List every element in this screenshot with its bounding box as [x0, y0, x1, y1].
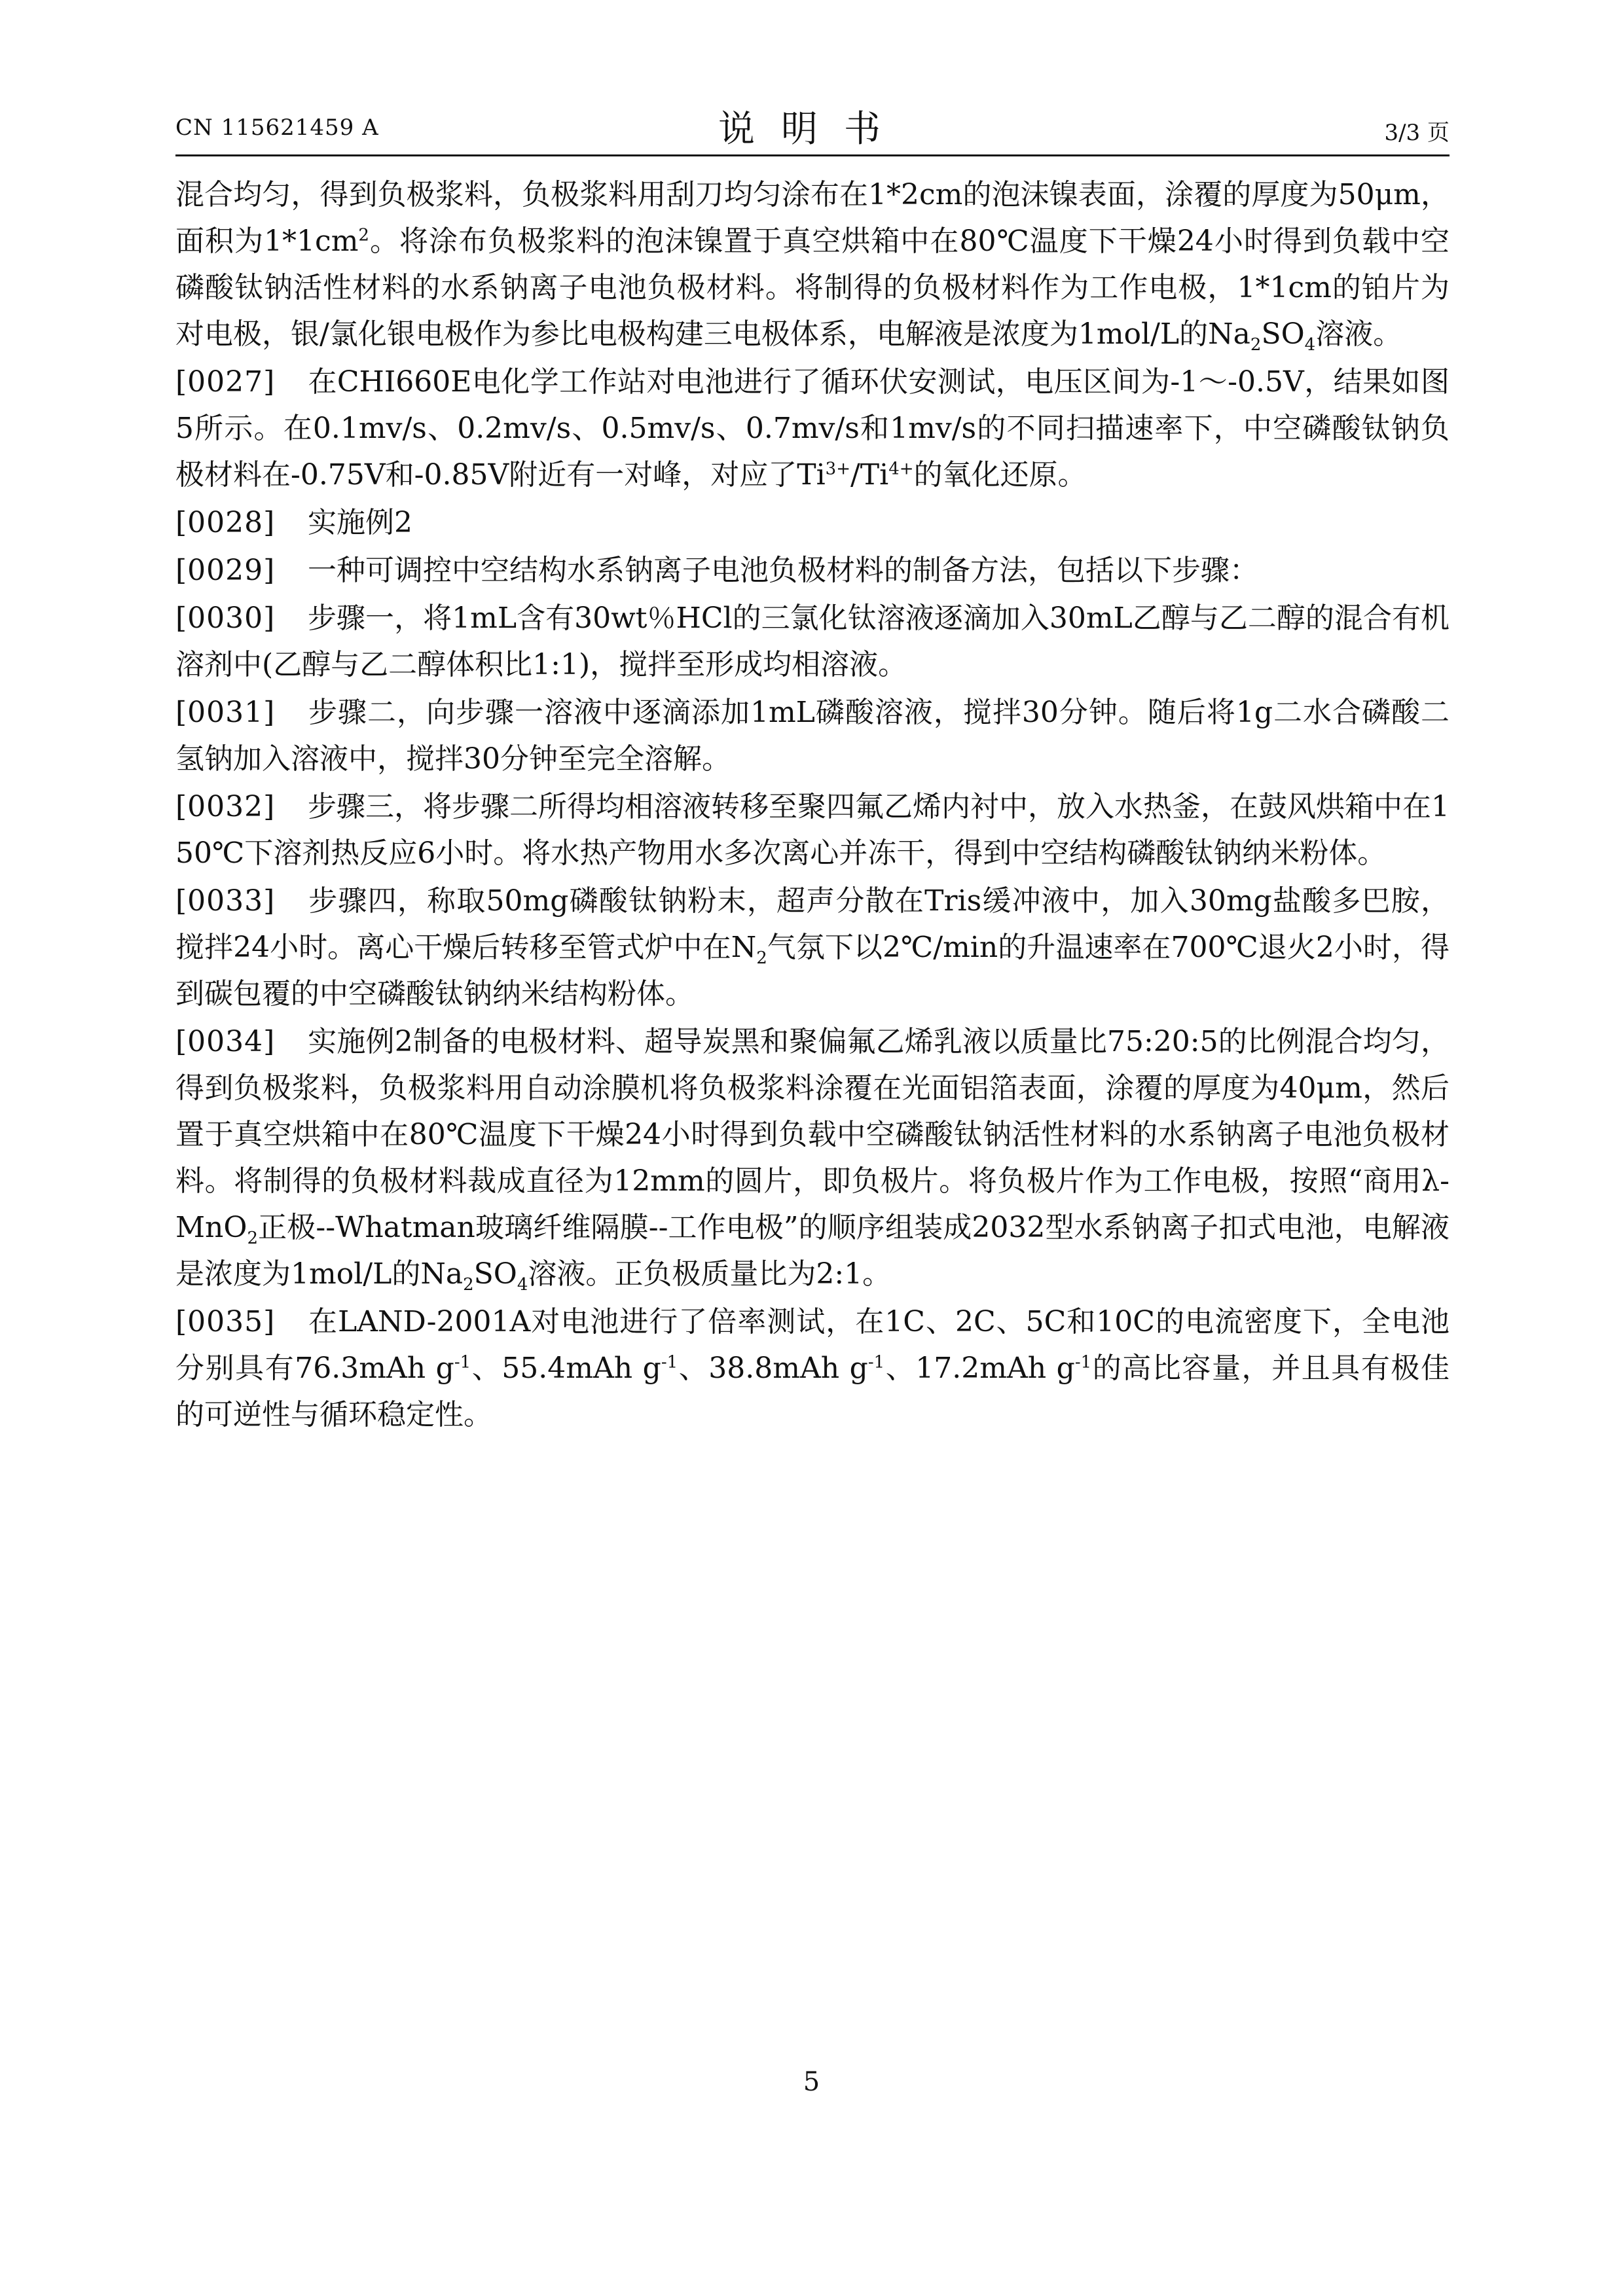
paragraph-number: [0032] [175, 790, 276, 823]
page-indicator: 3/3 页 [1384, 120, 1450, 146]
paragraph-text: 一种可调控中空结构水系钠离子电池负极材料的制备方法，包括以下步骤： [308, 554, 1258, 587]
paragraph [175, 595, 1450, 688]
paragraph-number: [0035] [175, 1305, 276, 1338]
paragraph [175, 359, 1450, 498]
paragraph-text: 实施例2制备的电极材料、超导炭黑和聚偏氟乙烯乳液以质量比75:20:5的比例混合均匀，得到负极浆料，负极浆料用自动涂膜机将负极浆料涂覆在光面铝箔表面，涂覆的厚度为40μm，然后置于真空烘箱中在80℃温度下干燥24小时得到负载中空磷酸钛钠活性材料的水系钠离子电池负极材料。将制得的负极材料裁成直径为12mm的圆片，即负极片。将负极片作为工作电极，按照“商用λ-MnO$_2$正极--Whatman玻璃纤维隔膜--工作电极”的顺序组装成2032型水系钠离子扣式电池，电解液是浓度为1mol/L的$Na_2SO_4$溶液。正负极质量比为2:1。 [175, 1025, 1450, 1295]
paragraph [175, 1018, 1450, 1297]
paragraph-number: [0031] [175, 696, 276, 729]
paragraph-text: 混合均匀，得到负极浆料，负极浆料用刮刀均匀涂布在1*2cm的泡沫镍表面，涂覆的厚度为50μm，面积为$1*1cm^2$。将涂布负极浆料的泡沫镍置于真空烘箱中在80℃温度下干燥24小时得到负载中空磷酸钛钠活性材料的水系钠离子电池负极材料。将制得的负极材料作为工作电极，1*1cm的铂片为对电极，银/氯化银电极作为参比电极构建三电极体系，电解液是浓度为1mol/L的$Na_2SO_4$溶液。 [175, 178, 1450, 355]
paragraph-text: 步骤一，将1mL含有30wt％HCl的三氯化钛溶液逐滴加入30mL乙醇与乙二醇的混合有机溶剂中(乙醇与乙二醇体积比1:1)，搅拌至形成均相溶液。 [175, 601, 1450, 681]
paragraph [175, 689, 1450, 782]
paragraph-number: [0034] [175, 1025, 276, 1058]
paragraph [175, 1299, 1450, 1438]
paragraph-text: 在CHI660E电化学工作站对电池进行了循环伏安测试，电压区间为-1～-0.5V，结果如图5所示。在0.1mv/s、0.2mv/s、0.5mv/s、0.7mv/s和1mv/s的不同扫描速率下，中空磷酸钛钠负极材料在-0.75V和-0.85V附近有一对峰，对应了$Ti^{3+}/Ti^{4+}$的氧化还原。 [175, 365, 1450, 492]
paragraph [175, 171, 1450, 357]
page-header [175, 95, 1450, 154]
paragraph-text: 步骤二，向步骤一溶液中逐滴添加1mL磷酸溶液，搅拌30分钟。随后将1g二水合磷酸二氢钠加入溶液中，搅拌30分钟至完全溶解。 [175, 696, 1450, 776]
paragraph [175, 499, 1450, 546]
paragraph-number: [0027] [175, 365, 276, 399]
paragraph [175, 878, 1450, 1017]
paragraph-text: 步骤四，称取50mg磷酸钛钠粉末，超声分散在Tris缓冲液中，加入30mg盐酸多巴胺，搅拌24小时。离心干燥后转移至管式炉中在$N_2$气氛下以2℃/min的升温速率在700℃退火2小时，得到碳包覆的中空磷酸钛钠纳米结构粉体。 [175, 884, 1450, 1011]
paragraph-text: 在LAND-2001A对电池进行了倍率测试，在1C、2C、5C和10C的电流密度下，全电池分别具有76.3mAh $g^{-1}$、55.4mAh $g^{-1}$、38.8mAh $g^{-1}$、17.2mAh $g^{-1}$的高比容量，并且具有极佳的可逆性与循环稳定性。 [175, 1305, 1450, 1431]
paragraph [175, 783, 1450, 876]
paragraph-number: [0028] [175, 506, 276, 539]
document-title: 说明书 [718, 108, 907, 151]
paragraph-text: 实施例2 [308, 506, 412, 539]
paragraph-number: [0030] [175, 601, 276, 635]
header-rule [175, 154, 1450, 156]
page-number: 5 [803, 2067, 820, 2097]
paragraph-number: [0033] [175, 884, 276, 918]
paragraph-text: 步骤三，将步骤二所得均相溶液转移至聚四氟乙烯内衬中，放入水热釜，在鼓风烘箱中在150℃下溶剂热反应6小时。将水热产物用水多次离心并冻干，得到中空结构磷酸钛钠纳米粉体。 [175, 790, 1450, 870]
paragraph-number: [0029] [175, 554, 276, 587]
document-body [175, 171, 1450, 1439]
paragraph [175, 547, 1450, 594]
publication-number: CN 115621459 A [175, 115, 379, 141]
